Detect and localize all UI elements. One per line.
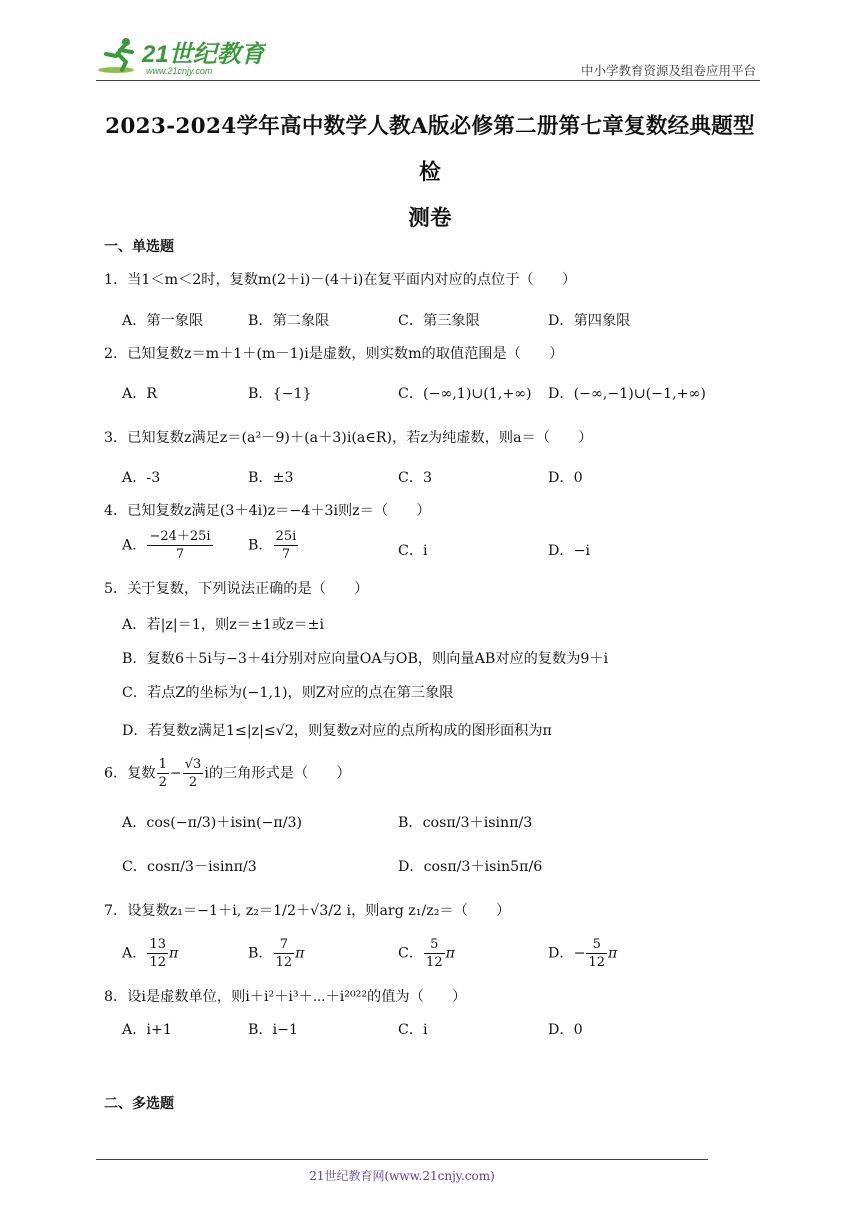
q4-a-numerator: −24＋25i (149, 529, 211, 544)
q5-option-d: D．若复数z满足1≤|z|≤√2，则复数z对应的点所构成的图形面积为π (122, 723, 552, 739)
runner-icon (96, 34, 266, 78)
q4-option-d: D．−i (548, 543, 590, 559)
q7-c-num: 5 (424, 936, 445, 954)
q7-option-a (122, 936, 178, 971)
q6-f2-den: 2 (188, 775, 198, 790)
q7-d-label: D．− (548, 945, 586, 962)
q4-a-denominator: 7 (175, 547, 185, 562)
q7-c-fraction (424, 936, 445, 971)
document-title (96, 104, 764, 242)
q5-stem: 5．关于复数，下列说法正确的是（ ） (104, 581, 369, 597)
platform-name: 中小学教育资源及组卷应用平台 (580, 63, 756, 78)
title-line-2: 测卷 (408, 206, 452, 231)
q8-option-b: B．i−1 (248, 1022, 299, 1038)
q4-a-fraction (147, 528, 212, 563)
q1-option-c: C．第三象限 (398, 313, 480, 329)
title-line-1: 2023-2024学年高中数学人教A版必修第二册第七章复数经典题型检 (105, 114, 755, 185)
q6-option-a: A．cos(−π/3)＋isin(−π/3) (122, 815, 303, 831)
q6-stem-suffix: i的三角形式是（ ） (204, 765, 351, 782)
q2-option-a: A．R (122, 386, 158, 402)
q6-option-d: D．cosπ/3＋isin5π/6 (398, 859, 543, 875)
q3-option-c: C．3 (398, 470, 433, 486)
q7-b-fraction (274, 936, 295, 971)
q5-option-a: A．若|z|＝1，则z＝±1或z＝±i (122, 617, 325, 633)
logo-text: 21世纪教育 (142, 41, 265, 68)
q7-c-den: 12 (426, 955, 443, 970)
q4-b-fraction (274, 528, 299, 563)
q6-f2-num: √3 (184, 757, 202, 772)
q6-option-c: C．cosπ/3－isinπ/3 (122, 859, 257, 875)
q6-stem (104, 756, 351, 791)
q4-b-numerator: 25i (275, 529, 297, 544)
footer-divider (96, 1159, 708, 1160)
q3-option-d: D．0 (548, 470, 583, 486)
q7-a-fraction (147, 936, 168, 971)
q5-option-b: B．复数6＋5i与−3＋4i分别对应向量OA与OB，则向量AB对应的复数为9＋i (122, 651, 609, 667)
q1-option-b: B．第二象限 (248, 313, 330, 329)
q2-option-b: B．{−1} (248, 386, 312, 402)
q7-b-den: 12 (275, 955, 293, 970)
q8-option-c: C．i (398, 1022, 428, 1038)
q7-d-num: 5 (586, 936, 607, 954)
q7-d-fraction (586, 936, 607, 971)
q3-option-b: B．±3 (248, 470, 294, 486)
q8-stem: 8．设i是虚数单位，则i＋i²＋i³＋⋯＋i²⁰²²的值为（ ） (104, 989, 467, 1005)
q7-b-num: 7 (274, 936, 295, 954)
q7-a-pi: π (168, 945, 179, 962)
q1-option-a: A．第一象限 (122, 313, 204, 329)
site-logo (96, 34, 266, 78)
logo-url: www.21cnjy.com (146, 66, 213, 76)
q3-stem: 3．已知复数z满足z＝(a²－9)＋(a＋3)i(a∈R)，若z为纯虚数，则a＝（ ） (104, 430, 593, 446)
q2-option-d: D．(−∞,−1)∪(−1,+∞) (548, 386, 706, 402)
q4-b-label: B． (248, 537, 273, 554)
q2-stem: 2．已知复数z＝m＋1＋(m－1)i是虚数，则实数m的取值范围是（ ） (104, 346, 564, 362)
q7-b-label: B． (248, 945, 273, 962)
q7-d-den: 12 (588, 955, 605, 970)
q8-option-a: A．i+1 (122, 1022, 172, 1038)
q3-option-a: A．-3 (122, 470, 161, 486)
q4-stem: 4．已知复数z满足(3＋4i)z＝−4＋3i则z＝（ ） (104, 503, 431, 519)
q2-option-c: C．(−∞,1)∪(1,+∞) (398, 386, 532, 402)
q7-c-pi: π (445, 945, 455, 962)
q6-fraction-1 (157, 756, 169, 791)
q7-option-d (548, 936, 617, 971)
section-single-choice: 一、单选题 (104, 239, 174, 255)
q7-a-label: A． (122, 945, 147, 962)
q4-option-a (122, 528, 214, 563)
q7-a-num: 13 (149, 937, 166, 952)
q1-option-d: D．第四象限 (548, 313, 631, 329)
section-multiple-choice: 二、多选题 (104, 1096, 174, 1112)
q6-fraction-2 (183, 756, 204, 791)
header-divider (96, 80, 760, 81)
q7-stem: 7．设复数z₁＝−1＋i, z₂＝1/2＋√3/2 i，则arg z₁/z₂＝（ ） (104, 903, 511, 919)
q6-option-b: B．cosπ/3＋isinπ/3 (398, 815, 533, 831)
q7-a-den: 12 (149, 955, 166, 970)
q1-stem: 1．当1＜m＜2时，复数m(2＋i)－(4＋i)在复平面内对应的点位于（ ） (104, 272, 577, 288)
q7-d-pi: π (608, 945, 618, 962)
q6-f1-num: 1 (158, 757, 167, 772)
q8-option-d: D．0 (548, 1022, 583, 1038)
q4-option-c: C．i (398, 543, 428, 559)
q7-b-pi: π (295, 945, 305, 962)
q7-option-b (248, 936, 305, 971)
footer-link[interactable]: 21世纪教育网(www.21cnjy.com) (309, 1169, 495, 1183)
q7-c-label: C． (398, 945, 424, 962)
q6-f1-den: 2 (158, 775, 167, 790)
q6-stem-prefix: 6．复数 (104, 765, 156, 782)
q4-b-denominator: 7 (281, 547, 291, 562)
q4-option-b (248, 528, 299, 563)
q5-option-c: C．若点Z的坐标为(−1,1)，则Z对应的点在第三象限 (122, 685, 454, 701)
q4-a-label: A． (122, 537, 147, 554)
q7-option-c (398, 936, 455, 971)
q6-stem-mid: − (169, 765, 182, 782)
